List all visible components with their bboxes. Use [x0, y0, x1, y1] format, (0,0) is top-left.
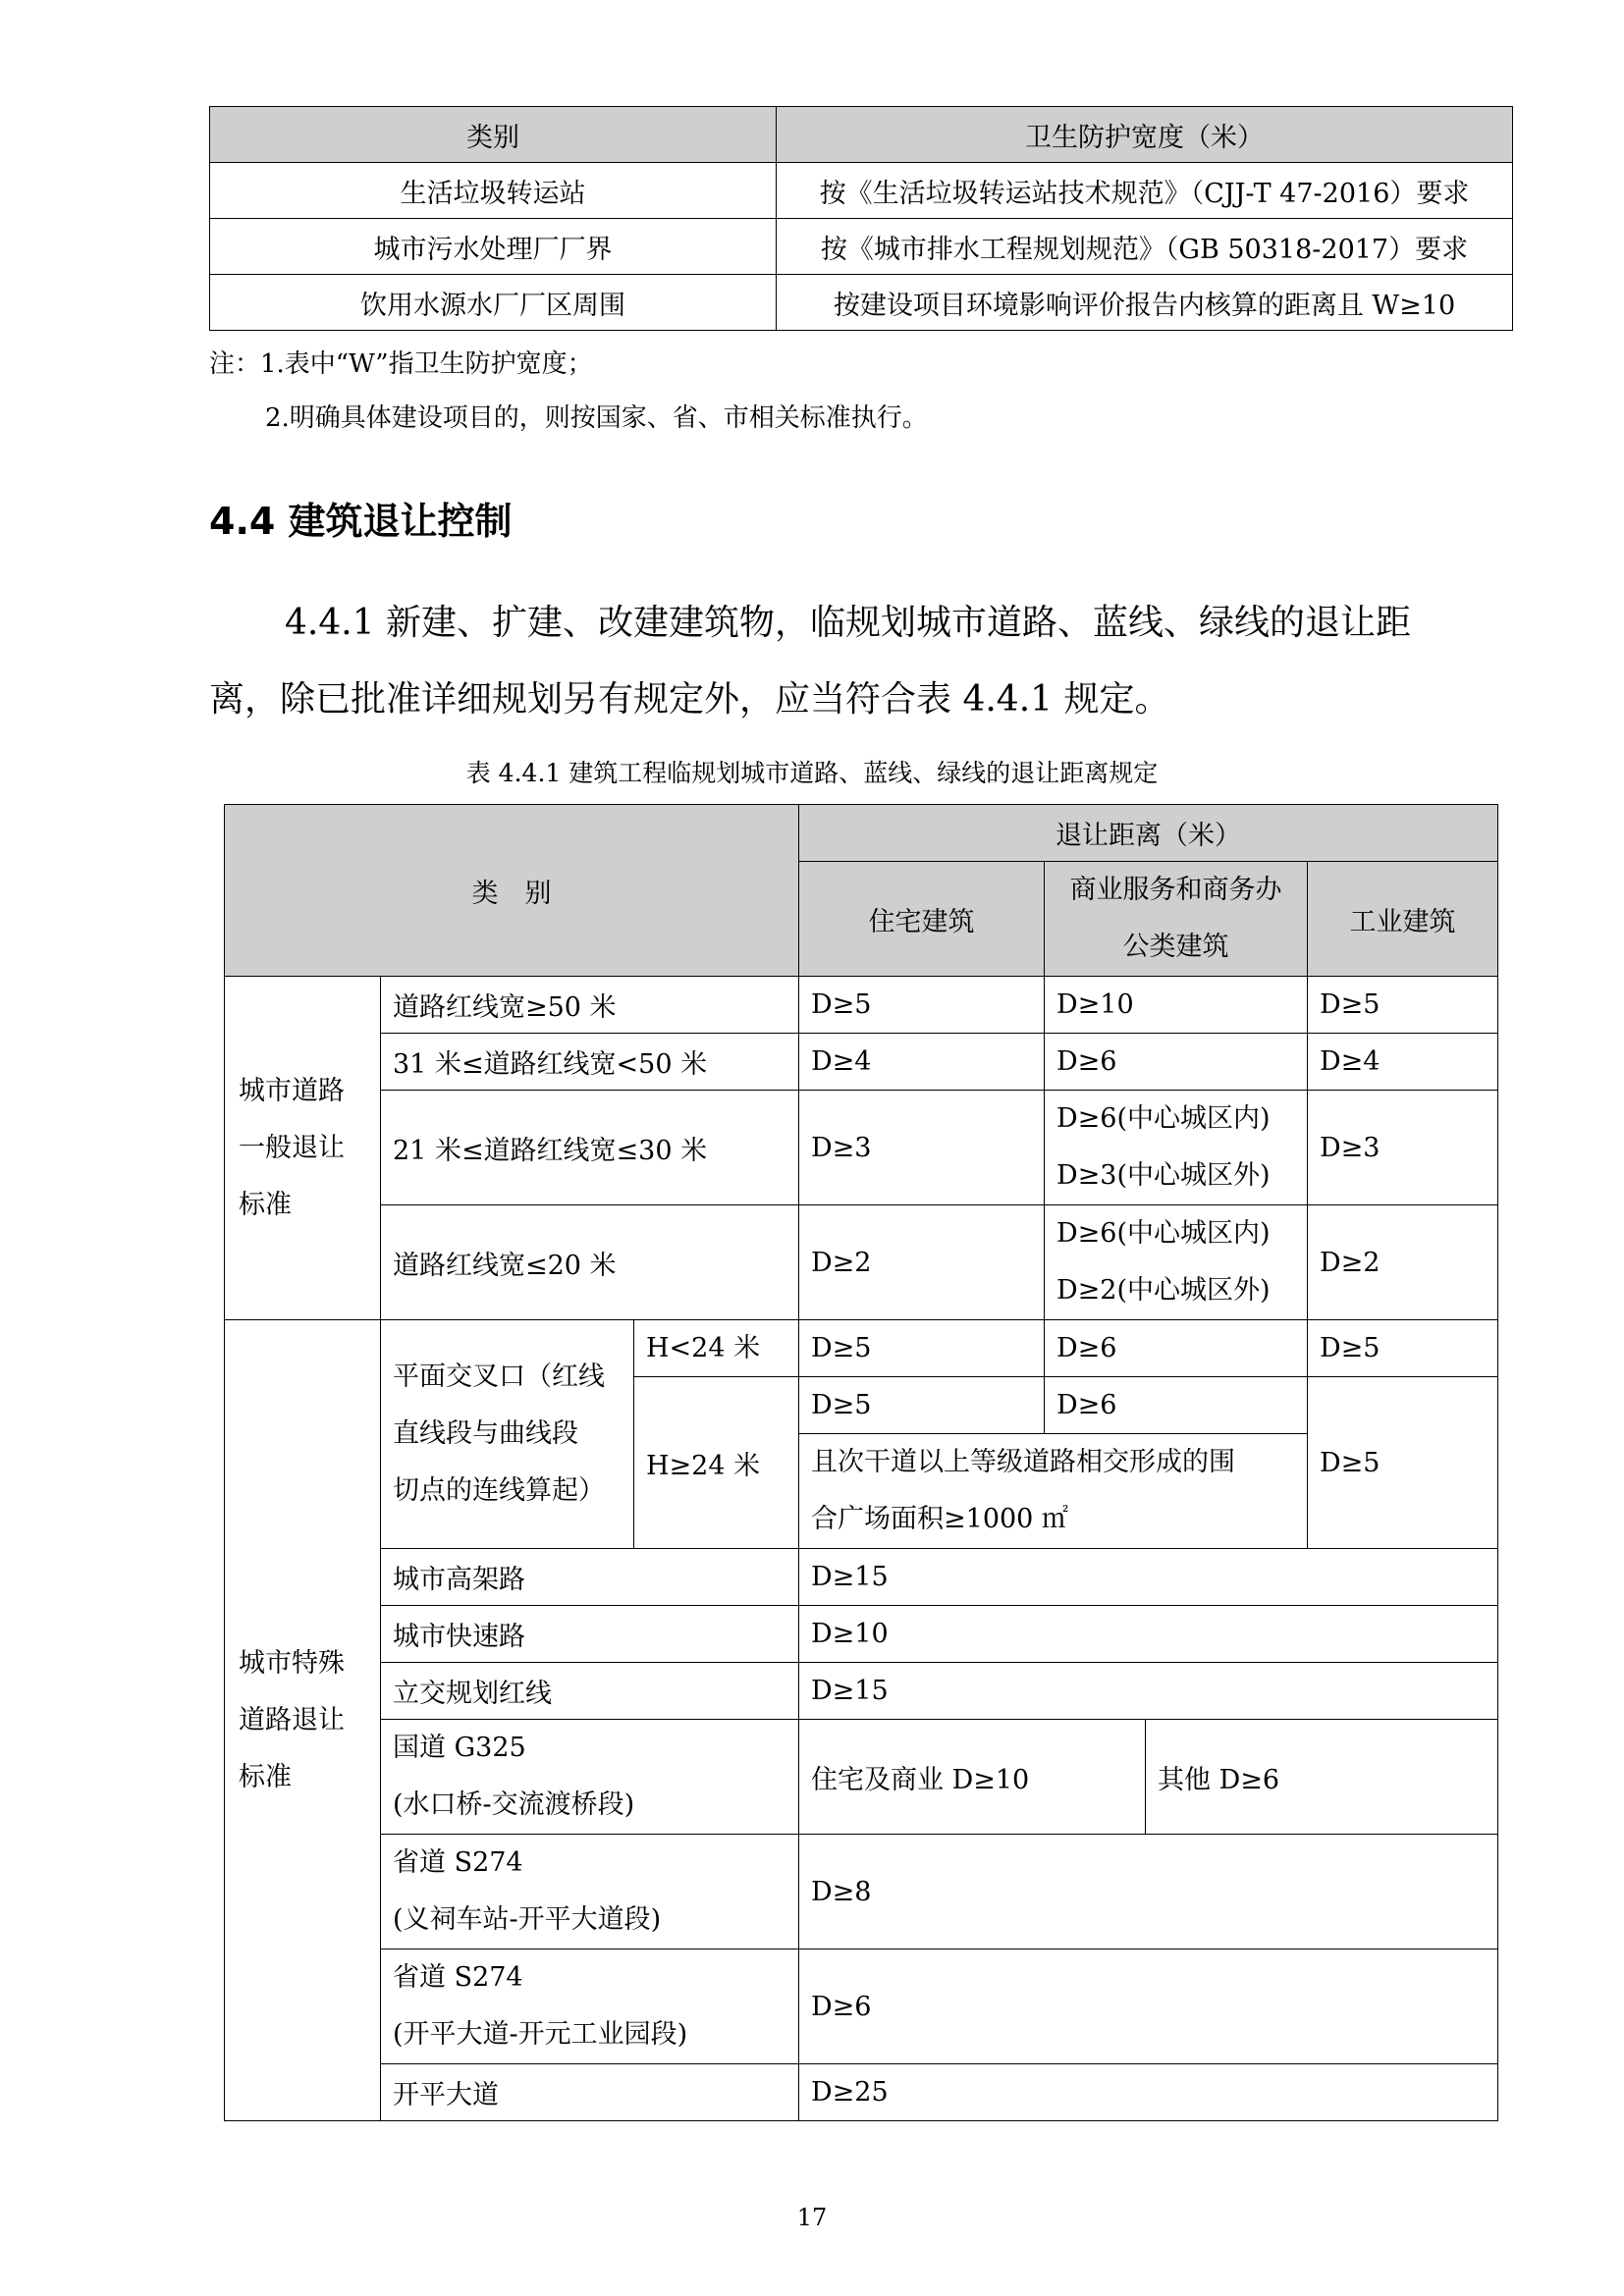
setback-distance-table: [224, 804, 1498, 2121]
road-width-cell: 道路红线宽≥50 米: [381, 977, 799, 1034]
road-line: (义祠车站-开平大道段): [393, 1904, 662, 1935]
industrial-cell: D≥5: [1308, 977, 1498, 1034]
section-heading: 4.4 建筑退让控制: [209, 500, 513, 543]
road-type-cell: 城市高架路: [381, 1549, 799, 1606]
road-line: 省道 S274: [393, 1847, 523, 1878]
commercial-cell: D≥6: [1045, 1377, 1308, 1434]
table-row: [210, 275, 1513, 331]
commercial-line: D≥6(中心城区内): [1056, 1103, 1271, 1134]
general-setback-label: [225, 977, 381, 1320]
industrial-cell: D≥4: [1308, 1034, 1498, 1091]
header-category: 类 别: [225, 805, 799, 977]
commercial-cell: D≥10: [1045, 977, 1308, 1034]
label-line: 一般退让: [239, 1132, 345, 1163]
table-row: [225, 1720, 1498, 1835]
label-line: 标准: [239, 1761, 292, 1792]
header-protection-width: 卫生防护宽度（米）: [777, 107, 1513, 163]
header-residential: 住宅建筑: [799, 862, 1045, 977]
table-row: [225, 1034, 1498, 1091]
height-ge-24-cell: H≥24 米: [634, 1377, 799, 1549]
sanitation-protection-table: [209, 106, 1513, 331]
table-cell: 城市污水处理厂厂界: [210, 219, 777, 275]
header-commercial-line: 商业服务和商务办: [1069, 875, 1282, 905]
table-row: [225, 1320, 1498, 1377]
residential-cell: D≥5: [799, 1377, 1045, 1434]
setback-value-cell: D≥6: [799, 1949, 1498, 2064]
table-row: [225, 1663, 1498, 1720]
road-type-cell: [381, 1949, 799, 2064]
road-line: 国道 G325: [393, 1733, 526, 1763]
header-commercial: [1045, 862, 1308, 977]
commercial-cell: D≥6: [1045, 1034, 1308, 1091]
road-line: (开平大道-开元工业园段): [393, 2019, 688, 2050]
table-row: [210, 163, 1513, 219]
setback-value-cell: D≥15: [799, 1663, 1498, 1720]
road-width-cell: 21 米≤道路红线宽≤30 米: [381, 1091, 799, 1205]
setback-value-cell: D≥8: [799, 1835, 1498, 1949]
height-lt-24-cell: H<24 米: [634, 1320, 799, 1377]
table-cell: 生活垃圾转运站: [210, 163, 777, 219]
header-commercial-line: 公类建筑: [1122, 932, 1229, 962]
table-cell: 饮用水源水厂厂区周围: [210, 275, 777, 331]
setback-value-cell: D≥15: [799, 1549, 1498, 1606]
road-type-cell: 开平大道: [381, 2064, 799, 2121]
special-setback-label: [225, 1320, 381, 2121]
residential-cell: D≥5: [799, 1320, 1045, 1377]
paragraph-line-1: 4.4.1 新建、扩建、改建建筑物，临规划城市道路、蓝线、绿线的退让距: [285, 603, 1412, 643]
setback-value-cell: D≥10: [799, 1606, 1498, 1663]
industrial-cell: D≥3: [1308, 1091, 1498, 1205]
header-industrial: 工业建筑: [1308, 862, 1498, 977]
residential-cell: D≥3: [799, 1091, 1045, 1205]
road-width-cell: 31 米≤道路红线宽<50 米: [381, 1034, 799, 1091]
table-header-row: [225, 805, 1498, 862]
table-row: [225, 1549, 1498, 1606]
setback-value-cell: D≥25: [799, 2064, 1498, 2121]
commercial-cell: D≥6: [1045, 1320, 1308, 1377]
table-row: [225, 1091, 1498, 1205]
intersection-cell: [381, 1320, 634, 1549]
road-type-cell: 立交规划红线: [381, 1663, 799, 1720]
residential-cell: D≥4: [799, 1034, 1045, 1091]
road-type-cell: 城市快速路: [381, 1606, 799, 1663]
header-setback-distance: 退让距离（米）: [799, 805, 1498, 862]
setback-value-cell: 其他 D≥6: [1146, 1720, 1498, 1835]
condition-line: 合广场面积≥1000 ㎡: [811, 1504, 1068, 1534]
label-line: 标准: [239, 1189, 292, 1220]
setback-value-cell: 住宅及商业 D≥10: [799, 1720, 1146, 1835]
residential-cell: D≥5: [799, 977, 1045, 1034]
road-line: (水口桥-交流渡桥段): [393, 1789, 635, 1820]
commercial-line: D≥3(中心城区外): [1056, 1160, 1271, 1191]
commercial-cell: [1045, 1205, 1308, 1320]
page-number: 17: [796, 2204, 828, 2231]
intersection-line: 直线段与曲线段: [393, 1418, 578, 1449]
table-row: [225, 977, 1498, 1034]
industrial-cell: D≥2: [1308, 1205, 1498, 1320]
table-row: [225, 1606, 1498, 1663]
commercial-line: D≥6(中心城区内): [1056, 1218, 1271, 1249]
table-note-1: 注：1.表中“W”指卫生防护宽度；: [209, 349, 593, 379]
road-width-cell: 道路红线宽≤20 米: [381, 1205, 799, 1320]
condition-line: 且次干道以上等级道路相交形成的围: [811, 1447, 1236, 1477]
table-cell: 按《城市排水工程规划规范》（GB 50318-2017）要求: [777, 219, 1513, 275]
industrial-cell: D≥5: [1308, 1320, 1498, 1377]
table-caption: 表 4.4.1 建筑工程临规划城市道路、蓝线、绿线的退让距离规定: [465, 759, 1159, 787]
intersection-line: 平面交叉口（红线: [393, 1362, 605, 1392]
header-category: 类别: [210, 107, 777, 163]
road-type-cell: [381, 1720, 799, 1835]
commercial-cell: [1045, 1091, 1308, 1205]
industrial-cell: D≥5: [1308, 1377, 1498, 1549]
road-type-cell: [381, 1835, 799, 1949]
table-row: [225, 1949, 1498, 2064]
table-note-2: 2.明确具体建设项目的，则按国家、省、市相关标准执行。: [265, 403, 928, 433]
table-row: [225, 1205, 1498, 1320]
table-row: [225, 2064, 1498, 2121]
residential-cell: D≥2: [799, 1205, 1045, 1320]
intersection-line: 切点的连线算起）: [393, 1475, 605, 1506]
paragraph-line-2: 离，除已批准详细规划另有规定外，应当符合表 4.4.1 规定。: [209, 679, 1170, 720]
label-line: 道路退让: [239, 1704, 345, 1735]
table-cell: 按《生活垃圾转运站技术规范》（CJJ-T 47-2016）要求: [777, 163, 1513, 219]
table-cell: 按建设项目环境影响评价报告内核算的距离且 W≥10: [777, 275, 1513, 331]
table-row: [225, 1835, 1498, 1949]
commercial-line: D≥2(中心城区外): [1056, 1275, 1271, 1306]
label-line: 城市特殊: [239, 1647, 345, 1679]
intersection-condition-cell: [799, 1434, 1308, 1549]
label-line: 城市道路: [239, 1075, 345, 1106]
table-row: [210, 219, 1513, 275]
table-header-row: [210, 107, 1513, 163]
road-line: 省道 S274: [393, 1962, 523, 1993]
